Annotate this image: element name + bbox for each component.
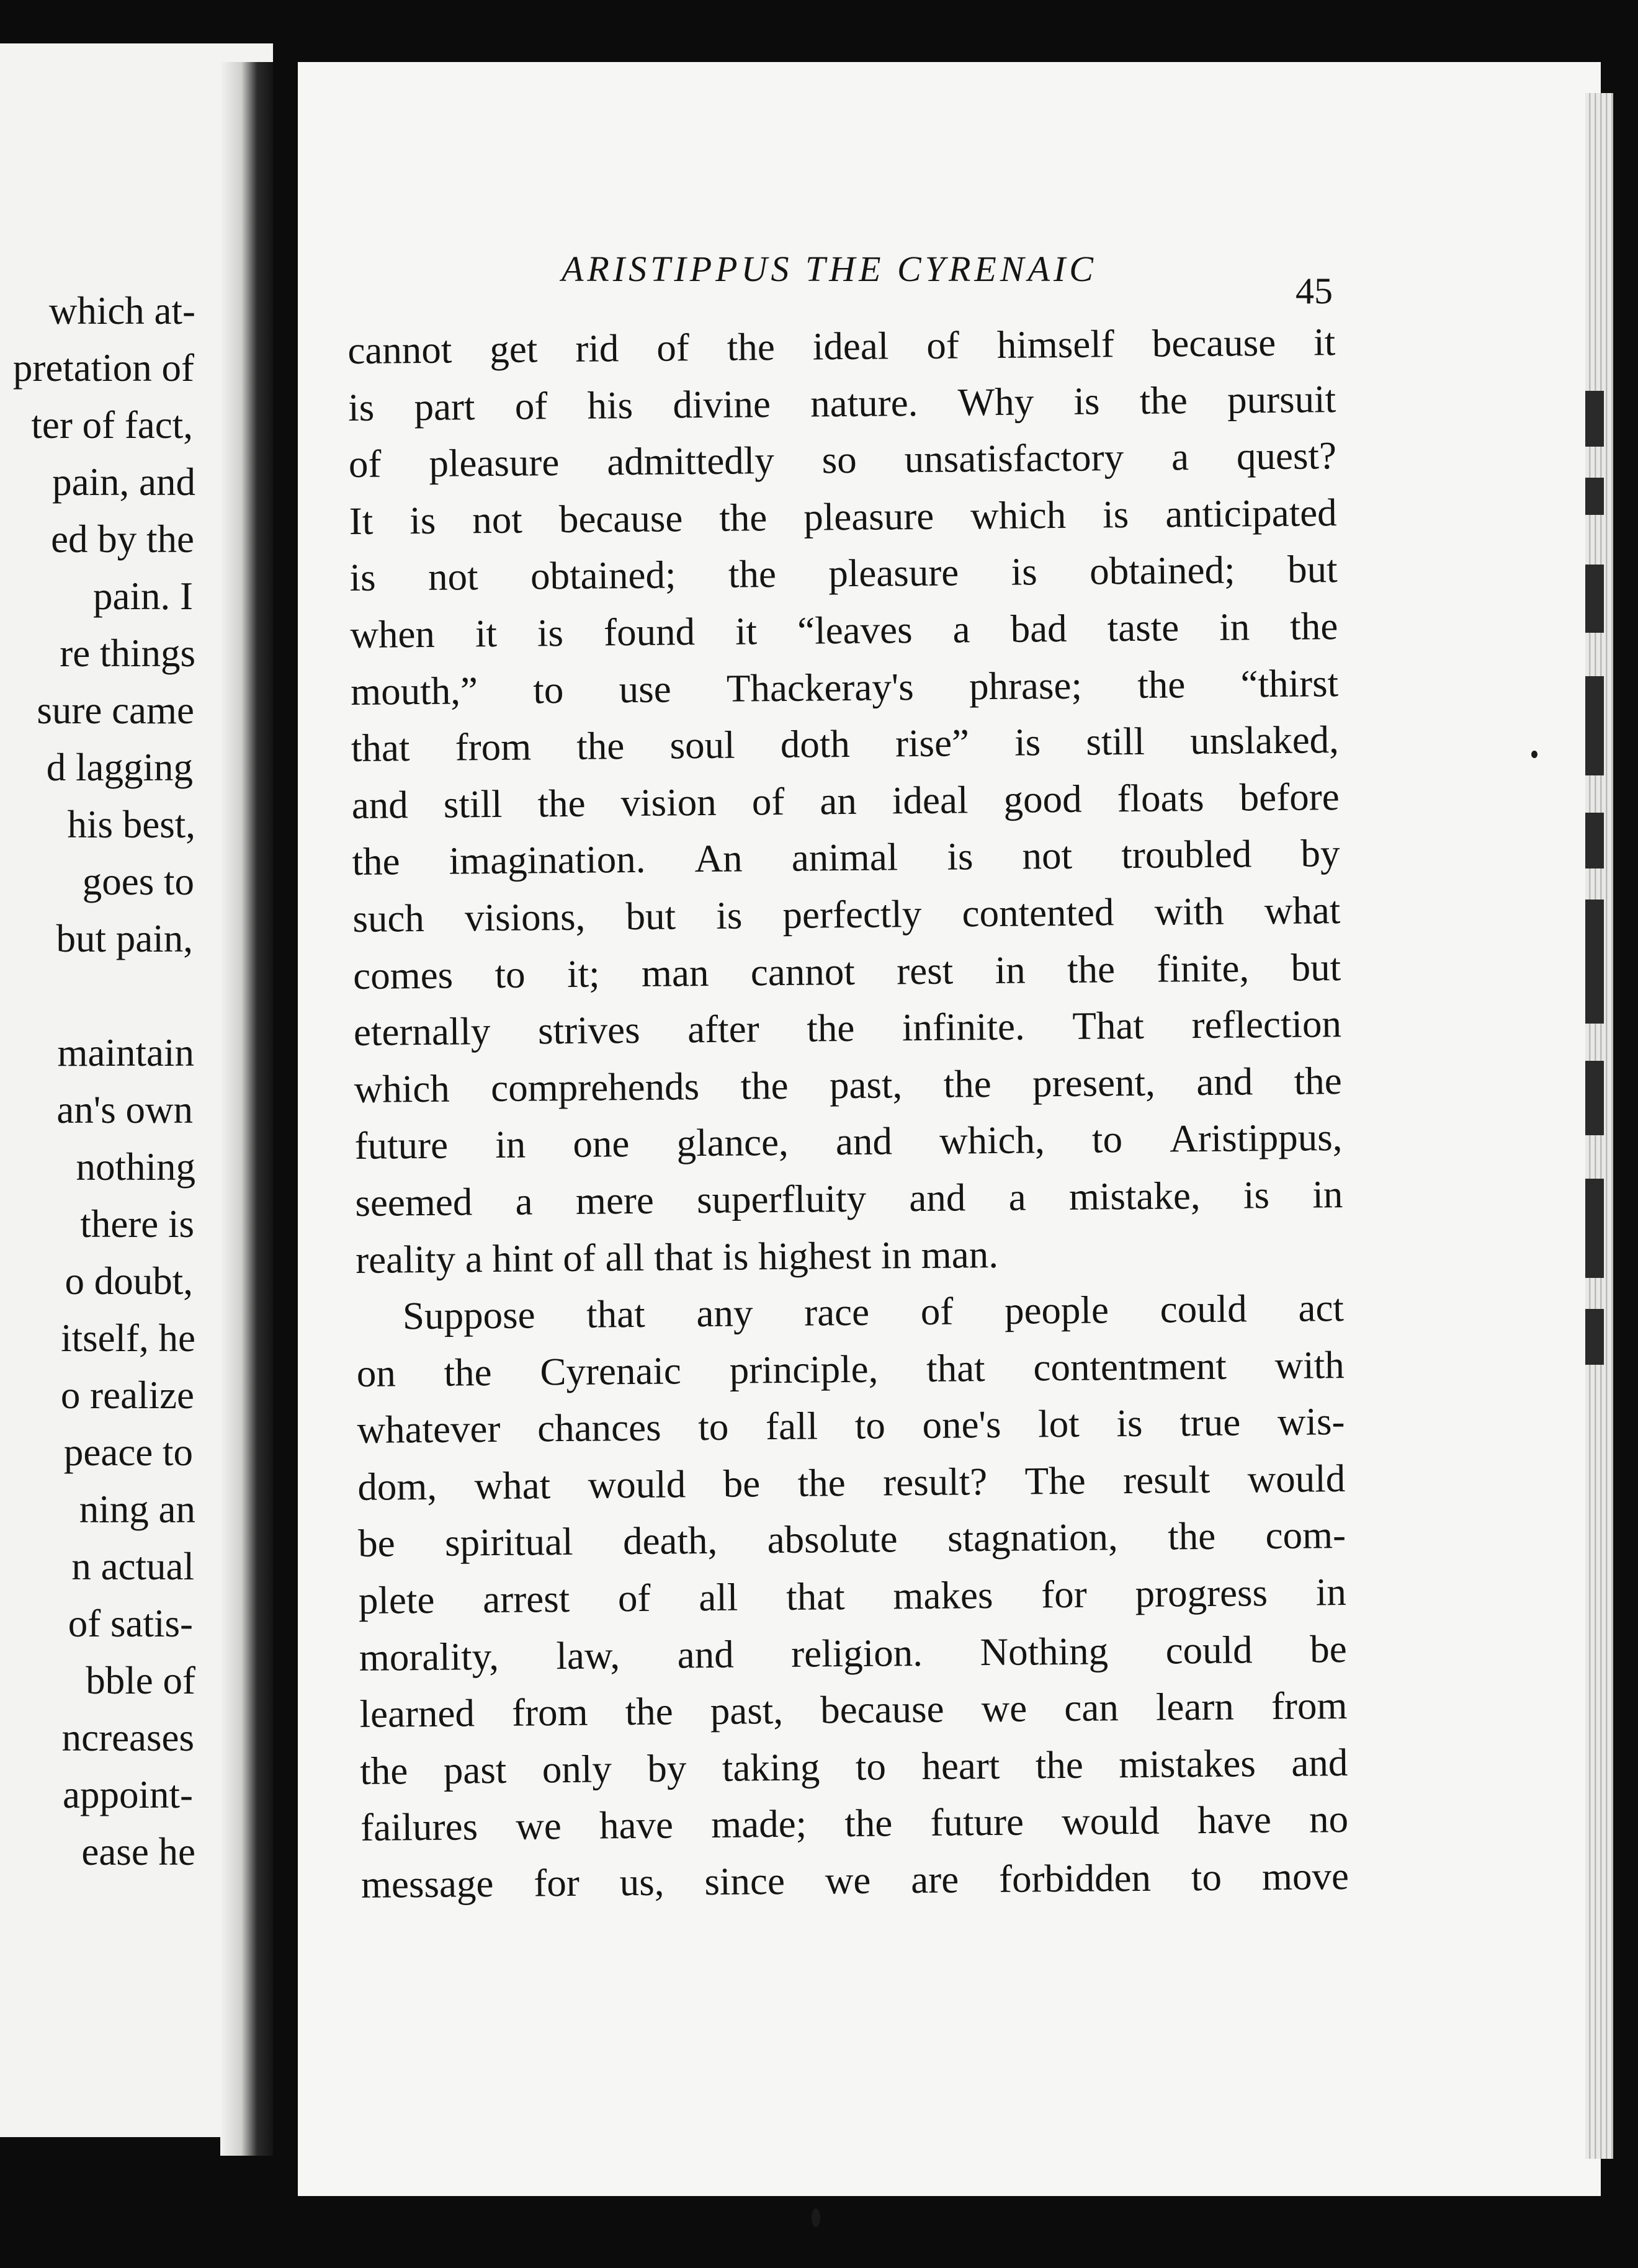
edge-mark: [1585, 813, 1604, 868]
facing-page-line: goes to: [82, 860, 194, 903]
facing-page-line: re things: [60, 632, 195, 675]
book-gutter: [220, 62, 273, 2156]
body-line: on the Cyrenaic principle, that contentment with: [356, 1342, 1345, 1395]
body-line: whatever chances to fall to one's lot is true wis-: [357, 1400, 1345, 1452]
body-line: such visions, but is perfectly contented with what: [352, 888, 1341, 940]
body-line: message for us, since we are forbidden to move: [360, 1854, 1349, 1906]
body-line: that from the soul doth rise” is still unslaked,: [351, 718, 1340, 770]
facing-page-line: o doubt,: [65, 1259, 193, 1303]
page-number: 45: [1296, 270, 1333, 311]
speck: [812, 2208, 820, 2227]
facing-page-line: appoint-: [63, 1773, 193, 1816]
facing-page-line: ncreases: [61, 1716, 194, 1759]
body-line: be spiritual death, absolute stagnation, the com-: [357, 1513, 1346, 1566]
body-line: which comprehends the past, the present, and the: [354, 1058, 1342, 1111]
edge-mark: [1585, 391, 1604, 447]
facing-page-line: sure came: [37, 689, 194, 732]
body-line: failures we have made; the future would have no: [360, 1797, 1349, 1850]
body-line: learned from the past, because we can learn from: [359, 1684, 1348, 1736]
body-line: comes to it; man cannot rest in the finite, but: [352, 945, 1341, 998]
body-line: and still the vision of an ideal good floats before: [351, 774, 1340, 827]
facing-page-line: ease he: [81, 1830, 195, 1873]
facing-page-line: n actual: [71, 1545, 194, 1588]
facing-page-line: ed by the: [51, 517, 194, 561]
body-line: cannot get rid of the ideal of himself because it: [347, 320, 1336, 372]
facing-page-line: bble of: [86, 1659, 195, 1702]
facing-page-line: ter of fact,: [31, 403, 193, 447]
facing-page-line: of satis-: [68, 1602, 193, 1645]
edge-mark: [1585, 1309, 1604, 1365]
body-line: seemed a mere superfluity and a mistake, is in: [355, 1172, 1343, 1225]
body-line: is part of his divine nature. Why is the pursuit: [347, 377, 1336, 429]
body-line: mouth,” to use Thackeray's phrase; the “thirst: [350, 661, 1339, 713]
facing-page-line: pretation of: [12, 346, 194, 390]
body-line: eternally strives after the infinite. That reflection: [353, 1002, 1342, 1055]
speck: [1531, 751, 1537, 758]
body-line: is not obtained; the pleasure is obtained; but: [349, 547, 1338, 600]
edge-mark: [1585, 1061, 1604, 1135]
body-line: when it is found it “leaves a bad taste in the: [350, 604, 1338, 656]
body-line: of pleasure admittedly so unsatisfactory a quest?: [348, 434, 1337, 486]
facing-page-line: pain. I: [93, 574, 193, 618]
edge-mark: [1585, 565, 1604, 633]
facing-page-line: maintain: [57, 1031, 194, 1074]
facing-page-line: pain, and: [52, 460, 195, 504]
facing-page-line: ning an: [79, 1488, 195, 1531]
edge-mark: [1585, 900, 1604, 1024]
body-line: It is not because the pleasure which is anticipated: [349, 490, 1337, 543]
facing-page-line: nothing: [76, 1145, 195, 1189]
facing-page-line: d lagging: [46, 746, 193, 789]
facing-page-line: o realize: [60, 1373, 194, 1417]
facing-page-line: there is: [80, 1202, 194, 1246]
body-line: the past only by taking to heart the mistakes and: [360, 1740, 1348, 1793]
edge-mark: [1585, 478, 1604, 515]
edge-mark: [1585, 1179, 1604, 1278]
body-line: the imagination. An animal is not troubled by: [352, 831, 1340, 884]
body-line: plete arrest of all that makes for progress in: [358, 1570, 1347, 1622]
facing-page-line: which at-: [48, 289, 195, 333]
facing-page-line: an's own: [56, 1088, 193, 1132]
body-text: [347, 314, 1349, 1913]
edge-mark: [1585, 676, 1604, 775]
body-line: morality, law, and religion. Nothing could be: [359, 1627, 1347, 1679]
running-head: ARISTIPPUS THE CYRENAIC: [562, 249, 1097, 289]
body-line: Suppose that any race of people could act: [402, 1286, 1345, 1338]
body-line: dom, what would be the result? The result would: [357, 1456, 1346, 1509]
page-edges: [1585, 93, 1613, 2159]
facing-page-line: but pain,: [56, 917, 193, 960]
facing-page-line: itself, he: [61, 1316, 195, 1360]
facing-page-line: his best,: [67, 803, 195, 846]
facing-page-line: peace to: [63, 1431, 193, 1474]
body-line: future in one glance, and which, to Aristippus,: [354, 1115, 1343, 1168]
body-line: reality a hint of all that is highest in man.: [355, 1232, 999, 1282]
